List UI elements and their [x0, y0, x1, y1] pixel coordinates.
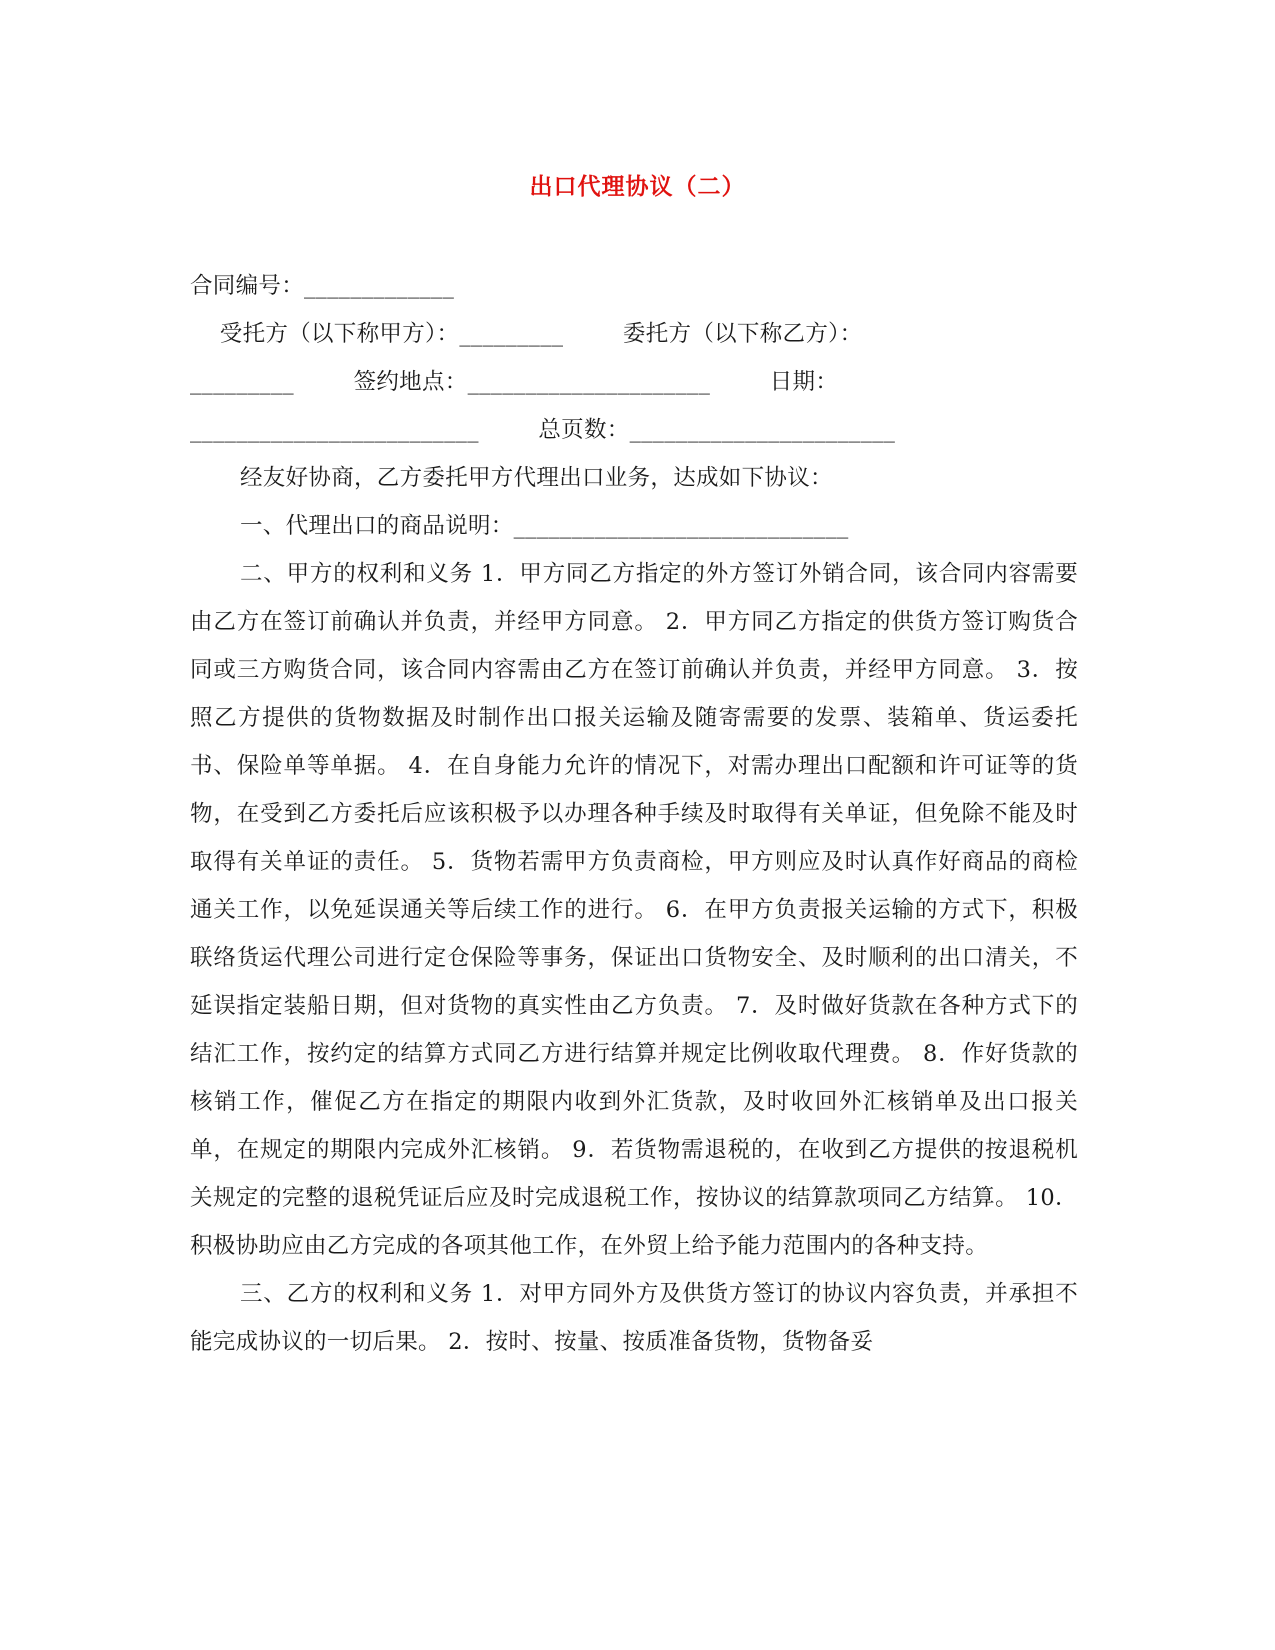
section-1-goods: 一、代理出口的商品说明：_____________________________: [240, 513, 849, 539]
intro-paragraph: 经友好协商，乙方委托甲方代理出口业务，达成如下协议：: [240, 465, 833, 491]
total-pages-line: _________________________ 总页数：_______________________: [190, 417, 896, 443]
section-3-party-b-duties: 三、乙方的权利和义务 1．对甲方同外方及供货方签订的协议内容负责，并承担不能完成协议的一切后果。 2．按时、按量、按质准备货物，货物备妥: [190, 1281, 1078, 1355]
document-title: 出口代理协议（二）: [529, 173, 746, 200]
contract-number-line: 合同编号：_____________: [190, 273, 455, 299]
parties-line: 受托方（以下称甲方）：_________ 委托方（以下称乙方）：: [190, 321, 863, 347]
signing-place-line: _________ 签约地点：_____________________ 日期：: [190, 369, 839, 395]
document-body: [190, 262, 1078, 1366]
section-2-party-a-duties: 二、甲方的权利和义务 1．甲方同乙方指定的外方签订外销合同，该合同内容需要由乙方在签订前确认并负责，并经甲方同意。 2．甲方同乙方指定的供货方签订购货合同或三方购货合同，该合同内容需由乙方在签订前确认并负责，并经甲方同意。 3．按照乙方提供的货物数据及时制作出口报关运输及随寄需要的发票、装箱单、货运委托书、保险单等单据。 4．在自身能力允许的情况下，对需办理出口配额和许可证等的货物，在受到乙方委托后应该积极予以办理各种手续及时取得有关单证，但免除不能及时取得有关单证的责任。 5．货物若需甲方负责商检，甲方则应及时认真作好商品的商检通关工作，以免延误通关等后续工作的进行。 6．在甲方负责报关运输的方式下，积极联络货运代理公司进行定仓保险等事务，保证出口货物安全、及时顺利的出口清关，不延误指定装船日期，但对货物的真实性由乙方负责。 7．及时做好货款在各种方式下的结汇工作，按约定的结算方式同乙方进行结算并规定比例收取代理费。 8．作好货款的核销工作，催促乙方在指定的期限内收到外汇货款，及时收回外汇核销单及出口报关单，在规定的期限内完成外汇核销。 9．若货物需退税的，在收到乙方提供的按退税机关规定的完整的退税凭证后应及时完成退税工作，按协议的结算款项同乙方结算。 10．积极协助应由乙方完成的各项其他工作，在外贸上给予能力范围内的各种支持。: [190, 561, 1078, 1259]
